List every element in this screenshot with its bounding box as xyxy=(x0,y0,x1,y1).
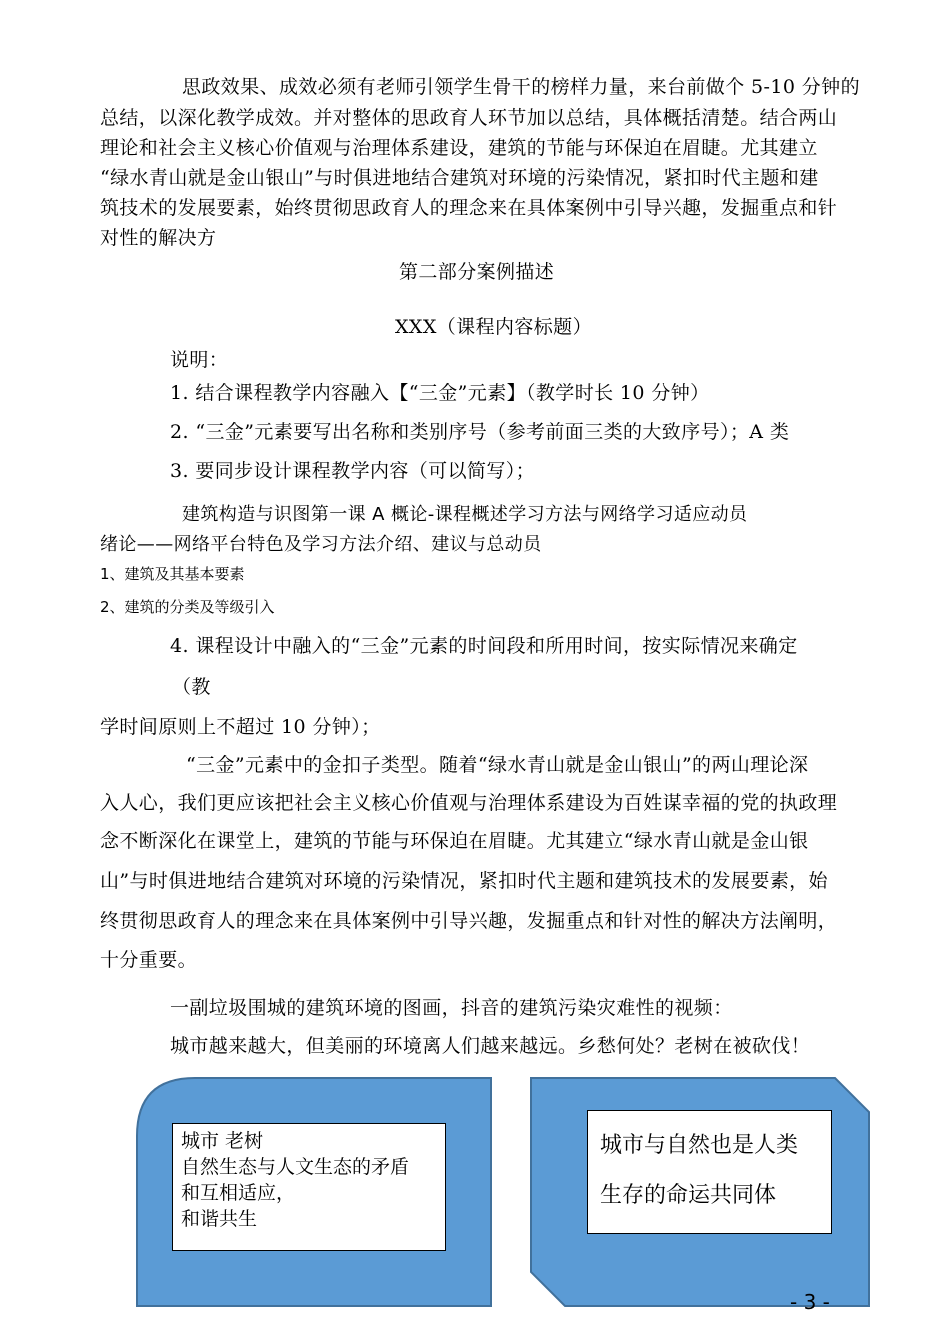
left-box-line-1: 城市 老树 xyxy=(181,1130,264,1152)
body-line-3: 念不断深化在课堂上，建筑的节能与环保迫在眉睫。尤其建立“绿水青山就是金山银 xyxy=(100,830,809,852)
intro-line-1: 思政效果、成效必须有老师引领学生骨干的榜样力量，来台前做个 5-10 分钟的 xyxy=(182,76,860,98)
video-line: 一副垃圾围城的建筑环境的图画，抖音的建筑污染灾难性的视频： xyxy=(170,997,733,1019)
notes-item-2: 2. “三金”元素要写出名称和类别序号（参考前面三类的大致序号）；A 类 xyxy=(170,421,790,443)
right-box-line-1: 城市与自然也是人类 xyxy=(600,1133,799,1158)
lesson-subtitle: 绪论——网络平台特色及学习方法介绍、建议与总动员 xyxy=(100,534,542,555)
course-title: XXX（课程内容标题） xyxy=(395,316,592,338)
notes-item-1: 1. 结合课程教学内容融入【“三金”元素】（教学时长 10 分钟） xyxy=(170,382,710,404)
item4-line-3: 学时间原则上不超过 10 分钟）； xyxy=(100,716,381,738)
intro-line-4: “绿水青山就是金山银山”与时俱进地结合建筑对环境的污染情况，紧扣时代主题和建 xyxy=(100,167,819,189)
lesson-point-2: 2、建筑的分类及等级引入 xyxy=(100,598,275,616)
lesson-title: 建筑构造与识图第一课 A 概论-课程概述学习方法与网络学习适应动员 xyxy=(182,504,748,525)
page-number: - 3 - xyxy=(790,1290,830,1314)
intro-line-5: 筑技术的发展要素，始终贯彻思政育人的理念来在具体案例中引导兴趣，发掘重点和针 xyxy=(100,197,838,219)
item4-line-1: 4. 课程设计中融入的“三金”元素的时间段和所用时间，按实际情况来确定 xyxy=(170,635,798,657)
left-text-box xyxy=(172,1123,446,1251)
item4-line-2: （教 xyxy=(172,676,211,698)
body-line-5: 终贯彻思政育人的理念来在具体案例中引导兴趣，发掘重点和针对性的解决方法阐明， xyxy=(100,910,838,932)
city-line: 城市越来越大，但美丽的环境离人们越来越远。乡愁何处？老树在被砍伐！ xyxy=(170,1035,811,1057)
right-box-line-2: 生存的命运共同体 xyxy=(600,1183,777,1208)
body-line-6: 十分重要。 xyxy=(100,949,198,971)
right-text-box xyxy=(587,1110,832,1234)
intro-line-3: 理论和社会主义核心价值观与治理体系建设，建筑的节能与环保迫在眉睫。尤其建立 xyxy=(100,137,818,159)
notes-item-3: 3. 要同步设计课程教学内容（可以简写）； xyxy=(170,460,536,482)
body-line-4: 山”与时俱进地结合建筑对环境的污染情况，紧扣时代主题和建筑技术的发展要素，始 xyxy=(100,870,828,892)
intro-line-6: 对性的解决方 xyxy=(100,227,217,249)
lesson-point-1: 1、建筑及其基本要素 xyxy=(100,565,245,583)
left-box-line-3: 和互相适应， xyxy=(181,1182,296,1204)
body-line-1: “三金”元素中的金扣子类型。随着“绿水青山就是金山银山”的两山理论深 xyxy=(186,754,809,776)
left-box-line-2: 自然生态与人文生态的矛盾 xyxy=(181,1156,410,1178)
intro-line-2: 总结，以深化教学成效。并对整体的思政育人环节加以总结，具体概括清楚。结合两山 xyxy=(100,107,838,129)
body-line-2: 入人心，我们更应该把社会主义核心价值观与治理体系建设为百姓谋幸福的党的执政理 xyxy=(100,792,838,814)
section-title: 第二部分案例描述 xyxy=(399,261,555,283)
notes-label: 说明： xyxy=(170,349,229,371)
left-box-line-4: 和谐共生 xyxy=(181,1208,258,1230)
